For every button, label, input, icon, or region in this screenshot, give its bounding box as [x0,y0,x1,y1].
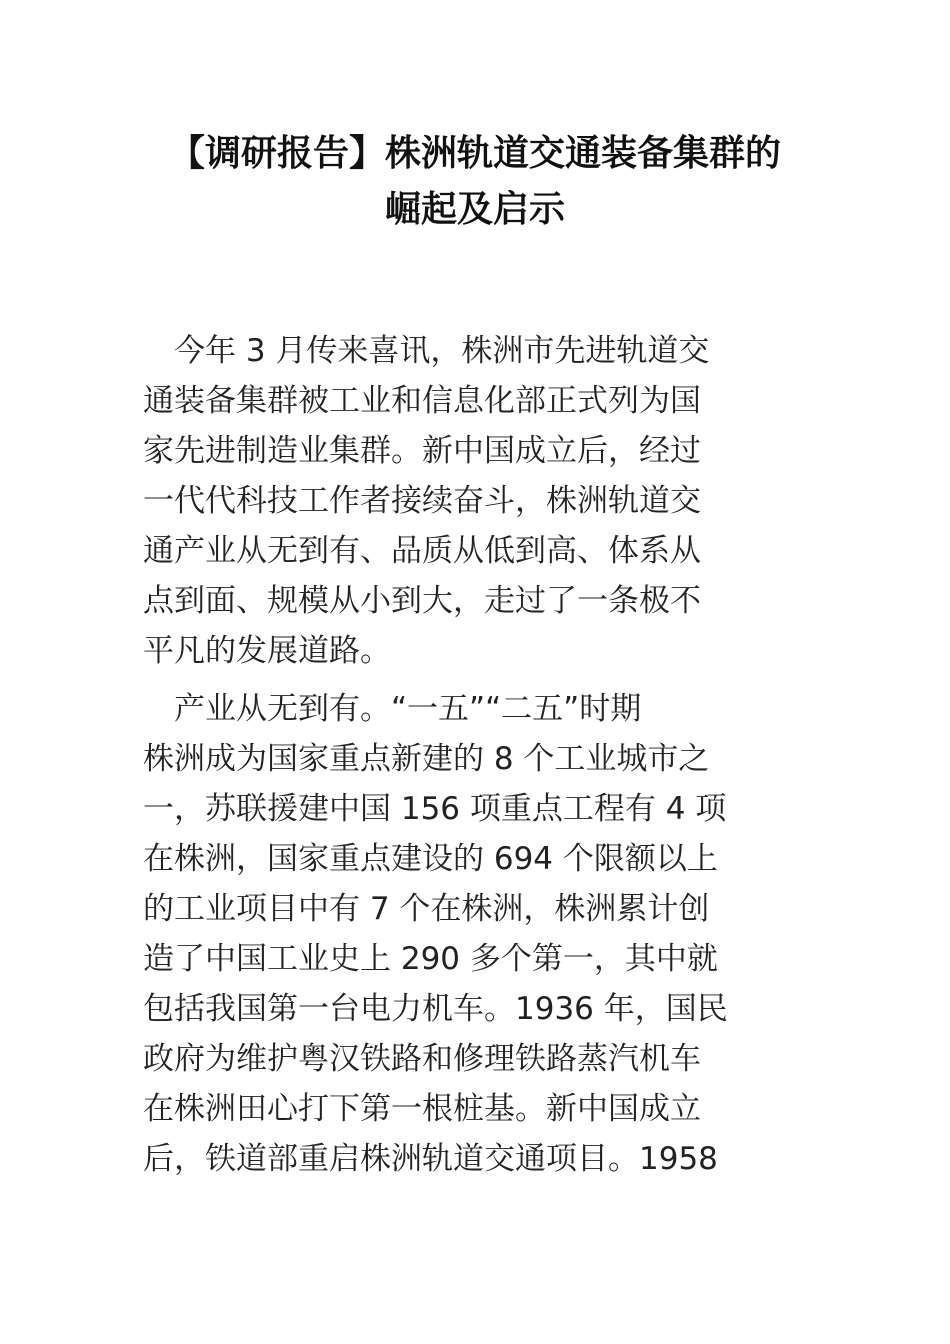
text-line: 造了中国工业史上 290 多个第一，其中就 [143,941,718,977]
text-line: 一代代科技工作者接续奋斗，株洲轨道交 [143,483,701,519]
text-line: 产业从无到有。“一五”“二五”时期 [143,691,642,727]
text-line: 通装备集群被工业和信息化部正式列为国 [143,383,701,419]
paragraph-2 [143,684,813,1184]
paragraph-1 [143,326,813,676]
text-line: 今年 3 月传来喜讯，株洲市先进轨道交 [143,333,710,369]
text-line: 在株洲田心打下第一根桩基。新中国成立 [143,1091,701,1127]
text-line: 一，苏联援建中国 156 项重点工程有 4 项 [143,791,727,827]
text-line: 的工业项目中有 7 个在株洲，株洲累计创 [143,891,710,927]
text-line: 通产业从无到有、品质从低到高、体系从 [143,533,701,569]
text-line: 家先进制造业集群。新中国成立后，经过 [143,433,701,469]
text-line: 后，铁道部重启株洲轨道交通项目。1958 [143,1141,718,1177]
title-line: 崛起及启示 [384,189,565,230]
text-line: 点到面、规模从小到大，走过了一条极不 [143,583,701,619]
text-line: 包括我国第一台电力机车。1936 年，国民 [143,991,728,1027]
document-title [120,126,830,238]
text-line: 株洲成为国家重点新建的 8 个工业城市之 [143,741,710,777]
text-line: 平凡的发展道路。 [143,633,391,669]
text-line: 在株洲，国家重点建设的 694 个限额以上 [143,841,718,877]
document-body [143,326,813,1192]
text-line: 政府为维护粤汉铁路和修理铁路蒸汽机车 [143,1041,701,1077]
title-line: 【调研报告】株洲轨道交通装备集群的 [168,133,781,174]
